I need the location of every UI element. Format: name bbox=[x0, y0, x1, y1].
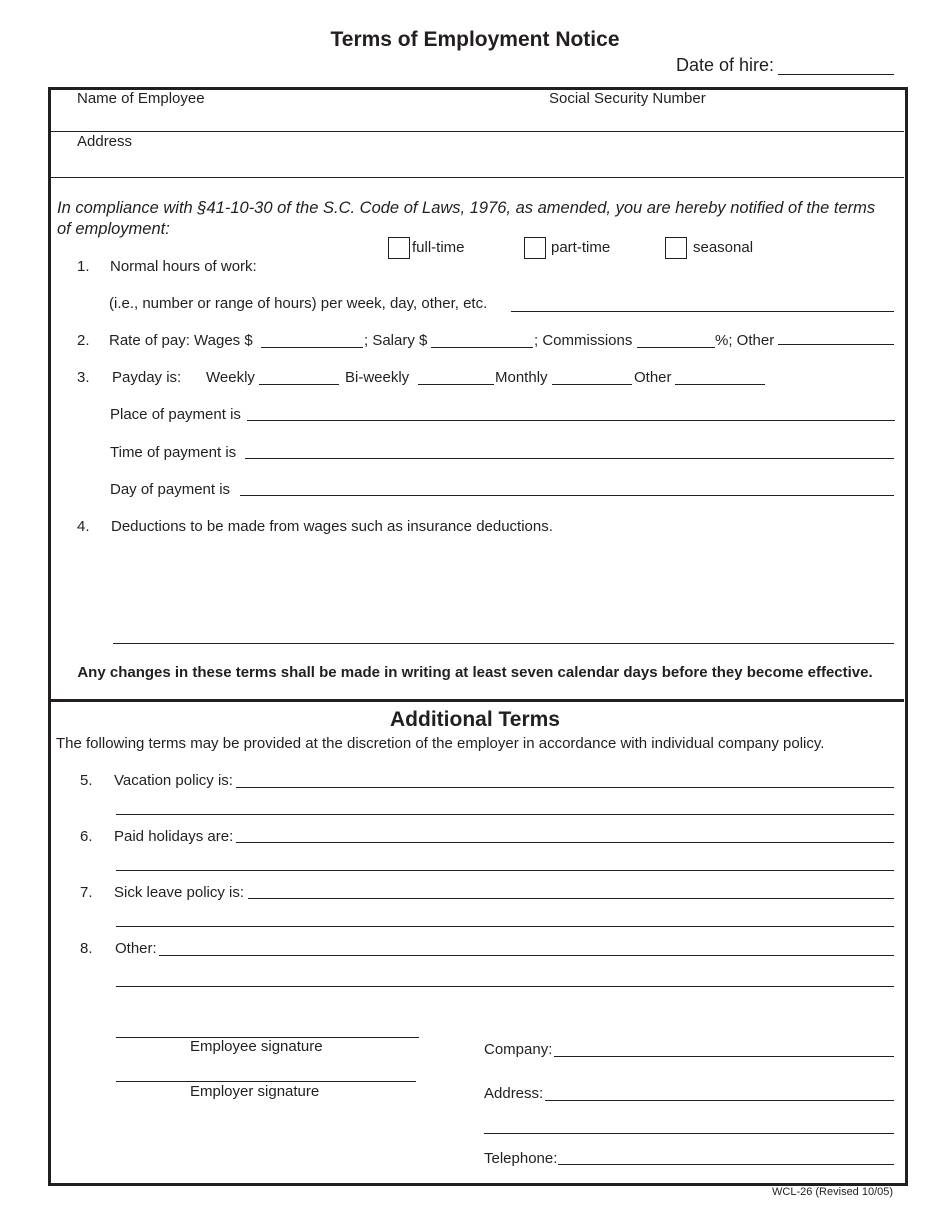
day-of-payment-label: Day of payment is bbox=[110, 481, 231, 498]
weekly-label: Weekly bbox=[206, 369, 255, 386]
paid-holidays-label: Paid holidays are: bbox=[114, 828, 234, 845]
wages-label: Rate of pay: Wages $ bbox=[109, 332, 253, 349]
wages-field[interactable] bbox=[261, 347, 363, 348]
item-number: 6. bbox=[80, 828, 93, 845]
sick-leave-label: Sick leave policy is: bbox=[114, 884, 245, 901]
changes-notice: Any changes in these terms shall be made in writing at least seven calendar days before they become effective. bbox=[77, 664, 873, 681]
payday-other-label: Other bbox=[634, 369, 672, 386]
deductions-field[interactable] bbox=[113, 643, 894, 644]
item-number: 4. bbox=[77, 518, 90, 535]
item-number: 3. bbox=[77, 369, 90, 386]
company-address-field-line2[interactable] bbox=[484, 1133, 894, 1134]
company-address-label: Address: bbox=[484, 1085, 544, 1102]
company-field[interactable] bbox=[554, 1056, 894, 1057]
monthly-label: Monthly bbox=[495, 369, 548, 386]
form-number: WCL-26 (Revised 10/05) bbox=[772, 1186, 894, 1198]
rate-other-label: %; Other bbox=[715, 332, 775, 349]
employer-signature-field[interactable] bbox=[116, 1081, 416, 1082]
item-number: 2. bbox=[77, 332, 90, 349]
sick-leave-field-line2[interactable] bbox=[116, 926, 894, 927]
telephone-field[interactable] bbox=[558, 1164, 894, 1165]
rate-other-field[interactable] bbox=[778, 344, 894, 345]
vacation-policy-label: Vacation policy is: bbox=[114, 772, 233, 789]
item-number: 1. bbox=[77, 258, 90, 275]
part-time-checkbox[interactable] bbox=[524, 237, 546, 259]
company-label: Company: bbox=[484, 1041, 553, 1058]
salary-label: ; Salary $ bbox=[364, 332, 428, 349]
employee-name-label: Name of Employee bbox=[77, 90, 205, 107]
other-terms-label: Other: bbox=[115, 940, 157, 957]
monthly-field[interactable] bbox=[552, 384, 632, 385]
compliance-text: In compliance with §41-10-30 of the S.C. Code of Laws, 1976, as amended, you are hereby notified of the terms of employment: bbox=[57, 199, 876, 238]
full-time-checkbox[interactable] bbox=[388, 237, 410, 259]
commissions-field[interactable] bbox=[637, 347, 715, 348]
salary-field[interactable] bbox=[431, 347, 533, 348]
deductions-label: Deductions to be made from wages such as insurance deductions. bbox=[111, 518, 553, 535]
item-number: 7. bbox=[80, 884, 93, 901]
vacation-policy-field-line2[interactable] bbox=[116, 814, 894, 815]
time-of-payment-label: Time of payment is bbox=[110, 444, 237, 461]
form-frame bbox=[48, 87, 908, 1186]
page-title: Terms of Employment Notice bbox=[330, 28, 620, 51]
full-time-label: full-time bbox=[412, 239, 465, 256]
payday-label: Payday is: bbox=[112, 369, 182, 386]
place-of-payment-label: Place of payment is bbox=[110, 406, 241, 423]
employer-signature-label: Employer signature bbox=[190, 1083, 320, 1100]
place-of-payment-field[interactable] bbox=[247, 420, 895, 421]
normal-hours-label: Normal hours of work: bbox=[110, 258, 257, 275]
telephone-label: Telephone: bbox=[484, 1150, 558, 1167]
payday-other-field[interactable] bbox=[675, 384, 765, 385]
date-of-hire-label: Date of hire: bbox=[676, 55, 775, 75]
paid-holidays-field[interactable] bbox=[236, 842, 894, 843]
paid-holidays-field-line2[interactable] bbox=[116, 870, 894, 871]
additional-terms-title: Additional Terms bbox=[390, 708, 560, 731]
biweekly-label: Bi-weekly bbox=[345, 369, 410, 386]
hours-field[interactable] bbox=[511, 311, 894, 312]
commissions-label: ; Commissions bbox=[534, 332, 633, 349]
divider bbox=[50, 177, 904, 178]
part-time-label: part-time bbox=[551, 239, 611, 256]
weekly-field[interactable] bbox=[259, 384, 339, 385]
vacation-policy-field[interactable] bbox=[236, 787, 894, 788]
other-terms-field-line2[interactable] bbox=[116, 986, 894, 987]
item-number: 5. bbox=[80, 772, 93, 789]
additional-terms-intro: The following terms may be provided at the discretion of the employer in accordance with individual company policy. bbox=[56, 735, 825, 752]
section-divider bbox=[50, 699, 904, 702]
seasonal-label: seasonal bbox=[693, 239, 754, 256]
seasonal-checkbox[interactable] bbox=[665, 237, 687, 259]
sick-leave-field[interactable] bbox=[248, 898, 894, 899]
day-of-payment-field[interactable] bbox=[240, 495, 894, 496]
employee-signature-label: Employee signature bbox=[190, 1038, 323, 1055]
hours-hint: (i.e., number or range of hours) per week, day, other, etc. bbox=[109, 295, 488, 312]
biweekly-field[interactable] bbox=[418, 384, 494, 385]
address-label: Address bbox=[77, 133, 133, 150]
date-of-hire-field[interactable] bbox=[778, 74, 894, 75]
item-number: 8. bbox=[80, 940, 93, 957]
time-of-payment-field[interactable] bbox=[245, 458, 894, 459]
other-terms-field[interactable] bbox=[159, 955, 894, 956]
ssn-label: Social Security Number bbox=[549, 90, 706, 107]
divider bbox=[50, 131, 904, 132]
company-address-field[interactable] bbox=[545, 1100, 894, 1101]
